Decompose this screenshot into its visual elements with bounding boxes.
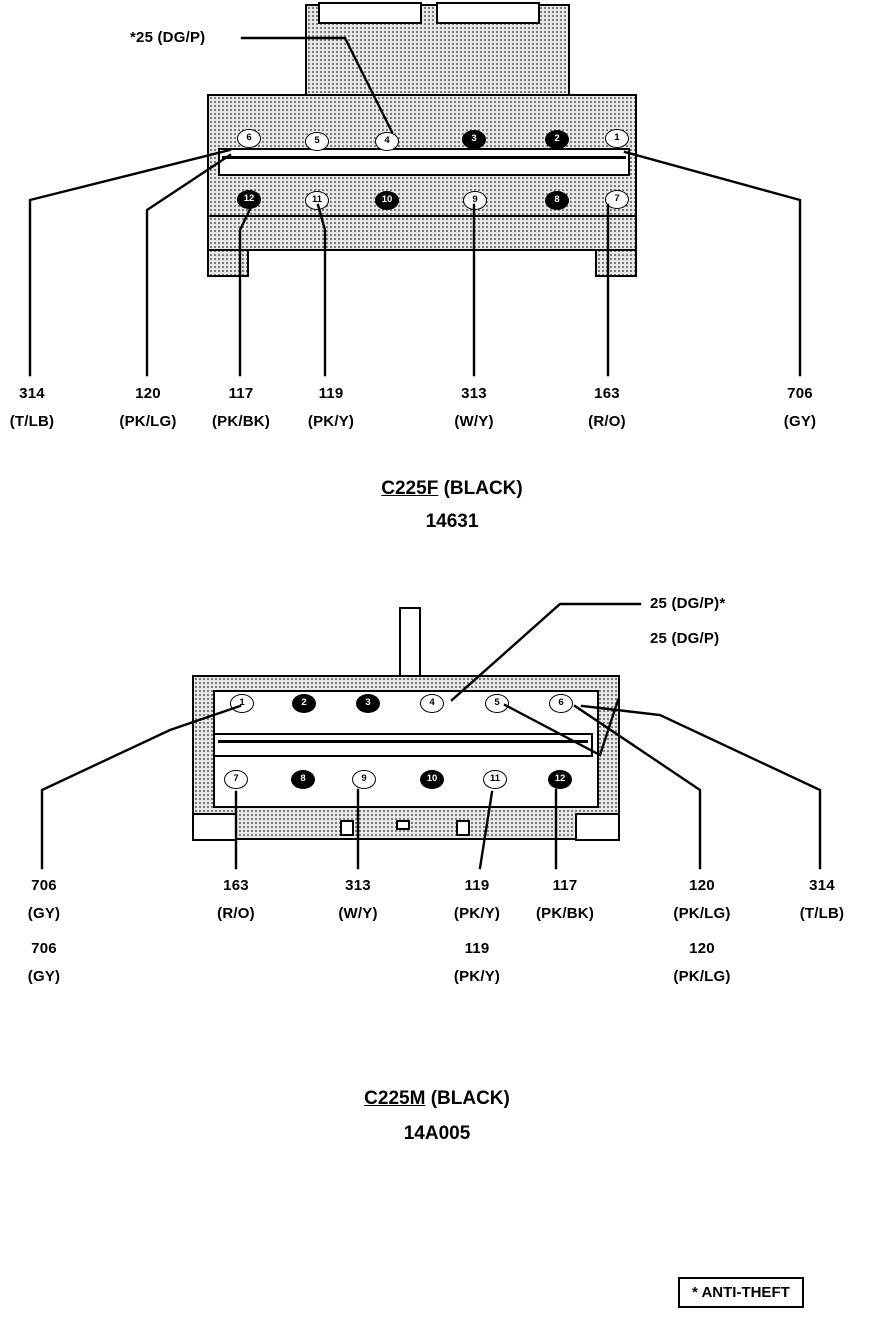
bottom-wire-color-3: (PK/Y) [453, 905, 501, 922]
bottom-connector-foot-left [192, 813, 237, 841]
top-wire-color-0: (T/LB) [9, 413, 55, 430]
pin-bottom-r1-3[interactable]: 3 [356, 694, 380, 713]
top-connector-name: C225F [381, 478, 439, 499]
top-wire-circuit-0: 314 [19, 385, 45, 402]
bottom-connector-partnumber: 14A005 [403, 1123, 471, 1144]
bottom-wire-circuit-6: 314 [809, 877, 835, 894]
callout-bottom-25-line2: 25 (DG/P) [650, 630, 720, 647]
top-connector-tab-notch-left [318, 2, 422, 24]
bottom-wire-color-5b: (PK/LG) [673, 968, 731, 985]
top-wire-circuit-3: 119 [318, 385, 344, 402]
bottom-wire-circuit-3: 119 [464, 877, 490, 894]
bottom-wire-color-6: (T/LB) [799, 905, 845, 922]
pin-top-r1-4[interactable]: 4 [375, 132, 399, 151]
pin-bottom-r2-11[interactable]: 11 [483, 770, 507, 789]
top-wire-color-6: (GY) [783, 413, 817, 430]
bottom-wire-color-5: (PK/LG) [673, 905, 731, 922]
pin-top-r1-6[interactable]: 6 [237, 129, 261, 148]
bottom-wire-circuit-3b: 119 [464, 940, 490, 957]
top-connector-title [381, 478, 522, 500]
top-wire-circuit-6: 706 [787, 385, 813, 402]
bottom-wire-circuit-1: 163 [223, 877, 249, 894]
pin-bottom-r2-9[interactable]: 9 [352, 770, 376, 789]
top-wire-color-5: (R/O) [588, 413, 626, 430]
top-wire-circuit-4: 313 [461, 385, 487, 402]
bottom-connector-name: C225M [364, 1088, 426, 1109]
callout-top-25: *25 (DG/P) [130, 29, 206, 46]
pin-bottom-r1-5[interactable]: 5 [485, 694, 509, 713]
pin-top-r1-3[interactable]: 3 [462, 130, 486, 149]
bottom-connector-color-text: (BLACK) [430, 1088, 510, 1109]
top-connector-lower-skirt [207, 215, 637, 251]
pin-top-r1-5[interactable]: 5 [305, 132, 329, 151]
bottom-wire-color-2: (W/Y) [338, 905, 378, 922]
pin-top-r2-7[interactable]: 7 [605, 190, 629, 209]
pin-top-r2-12[interactable]: 12 [237, 190, 261, 209]
anti-theft-legend: * ANTI-THEFT [678, 1277, 804, 1308]
top-wire-color-4: (W/Y) [454, 413, 494, 430]
pin-top-r1-1[interactable]: 1 [605, 129, 629, 148]
top-wire-circuit-2: 117 [228, 385, 254, 402]
bottom-wire-color-0: (GY) [27, 905, 61, 922]
bottom-connector-lug-3 [456, 820, 470, 836]
bottom-wire-circuit-0: 706 [31, 877, 57, 894]
pin-top-r2-8[interactable]: 8 [545, 191, 569, 210]
callout-bottom-25-line1: 25 (DG/P)* [650, 595, 726, 612]
bottom-wire-color-0b: (GY) [27, 968, 61, 985]
bottom-connector-center-bar-line [218, 740, 588, 743]
bottom-connector-key-tab [399, 607, 421, 677]
bottom-connector-title [364, 1088, 510, 1110]
pin-bottom-r1-6[interactable]: 6 [549, 694, 573, 713]
pin-bottom-r2-8[interactable]: 8 [291, 770, 315, 789]
bottom-wire-color-3b: (PK/Y) [453, 968, 501, 985]
top-connector-partnumber: 14631 [425, 511, 479, 532]
bottom-connector-center-bar [213, 733, 593, 757]
top-connector-center-bar [218, 148, 630, 176]
top-wire-circuit-5: 163 [594, 385, 620, 402]
pin-top-r2-10[interactable]: 10 [375, 191, 399, 210]
top-wire-circuit-1: 120 [135, 385, 161, 402]
bottom-connector-foot-right [575, 813, 620, 841]
bottom-wire-color-1: (R/O) [217, 905, 255, 922]
bottom-wire-circuit-4: 117 [552, 877, 578, 894]
bottom-wire-color-4: (PK/BK) [535, 905, 595, 922]
bottom-wire-circuit-2: 313 [345, 877, 371, 894]
pin-bottom-r2-10[interactable]: 10 [420, 770, 444, 789]
pin-top-r2-11[interactable]: 11 [305, 191, 329, 210]
top-connector-tab-notch-right [436, 2, 540, 24]
pin-bottom-r1-1[interactable]: 1 [230, 694, 254, 713]
top-connector-color-text: (BLACK) [443, 478, 523, 499]
pin-bottom-r2-12[interactable]: 12 [548, 770, 572, 789]
bottom-connector-lug-1 [340, 820, 354, 836]
pin-top-r2-9[interactable]: 9 [463, 191, 487, 210]
bottom-connector-lug-2 [396, 820, 410, 830]
pin-top-r1-2[interactable]: 2 [545, 130, 569, 149]
bottom-wire-circuit-5b: 120 [689, 940, 715, 957]
bottom-wire-circuit-5: 120 [689, 877, 715, 894]
pin-bottom-r2-7[interactable]: 7 [224, 770, 248, 789]
top-wire-color-2: (PK/BK) [211, 413, 271, 430]
top-wire-color-3: (PK/Y) [307, 413, 355, 430]
pin-bottom-r1-4[interactable]: 4 [420, 694, 444, 713]
pin-bottom-r1-2[interactable]: 2 [292, 694, 316, 713]
bottom-wire-circuit-0b: 706 [31, 940, 57, 957]
top-wire-color-1: (PK/LG) [119, 413, 177, 430]
top-connector-center-bar-line [222, 156, 626, 159]
